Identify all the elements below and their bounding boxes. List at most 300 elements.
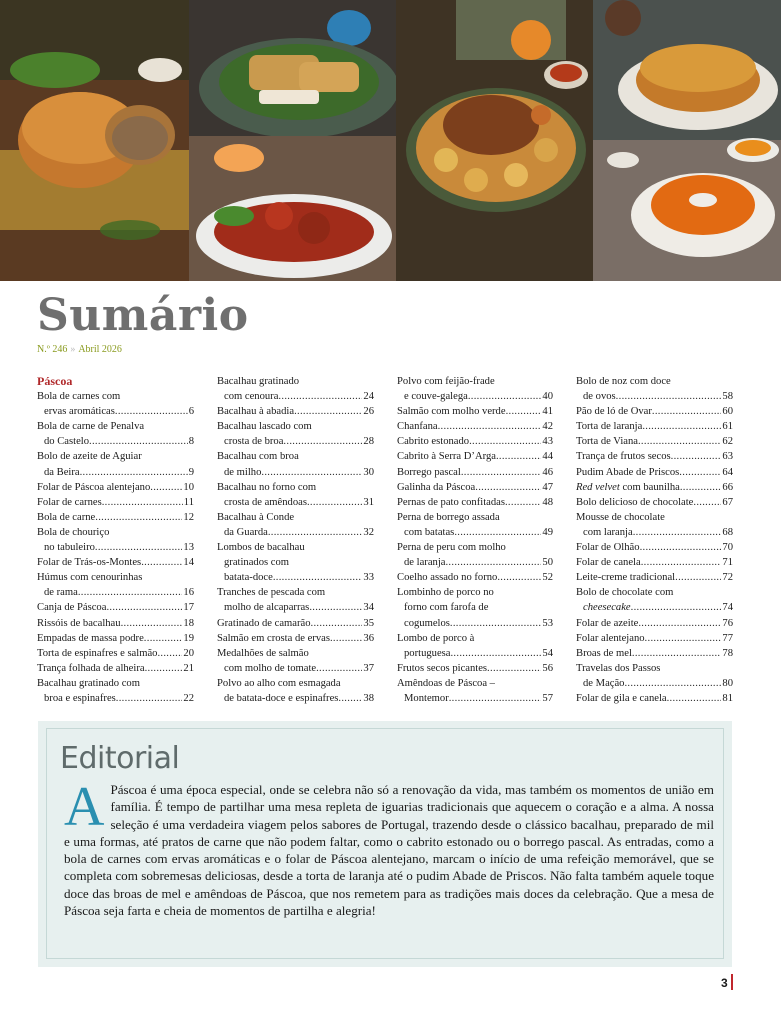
toc-entry-line	[217, 434, 374, 449]
toc-entry-title: de ovos	[583, 391, 616, 403]
photo-walnut-cake-flan	[593, 0, 781, 281]
toc-entry-title: Amêndoas de Páscoa –	[397, 677, 495, 689]
toc-entry-title: Bolo de azeite de Aguiar	[37, 451, 142, 463]
toc-entry[interactable]	[217, 449, 374, 479]
toc-dot-leader	[121, 616, 183, 631]
toc-entry-title: Borrego pascal	[397, 466, 461, 478]
toc-entry[interactable]	[397, 434, 553, 449]
toc-entry-title: Bola de carne	[37, 511, 96, 523]
toc-entry-title: Polvo ao alho com esmagada	[217, 677, 341, 689]
toc-dot-leader	[652, 404, 722, 419]
toc-dot-leader	[468, 389, 542, 404]
toc-dot-leader	[505, 495, 541, 510]
toc-page-number: 66	[722, 481, 733, 493]
toc-entry[interactable]	[397, 631, 553, 661]
toc-page-number: 30	[363, 466, 374, 478]
toc-entry-title: Torta de Viana	[576, 436, 638, 448]
toc-entry-title: Lombos de bacalhau	[217, 542, 305, 554]
toc-entry-line	[576, 631, 733, 646]
toc-entry-line	[576, 449, 733, 464]
toc-entry-title: cogumelos	[404, 617, 450, 629]
toc-entry-title: de Mação	[583, 677, 625, 689]
toc-entry-title: Bola de carne de Penalva	[37, 421, 145, 433]
toc-entry-line	[397, 495, 553, 510]
toc-entry[interactable]	[576, 449, 733, 464]
toc-entry-line	[217, 480, 374, 495]
toc-entry-line	[397, 374, 553, 389]
toc-page-number: 10	[183, 481, 194, 493]
toc-page-number: 24	[363, 391, 374, 403]
toc-entry-title: da Guarda	[224, 526, 268, 538]
toc-entry-line	[37, 585, 194, 600]
toc-entry-line	[576, 495, 733, 510]
toc-dot-leader	[632, 646, 722, 661]
toc-entry-title: Pudim Abade de Priscos	[576, 466, 680, 478]
toc-column-1	[37, 374, 194, 706]
toc-page-number: 43	[542, 436, 553, 448]
issue-info	[37, 344, 122, 355]
toc-entry[interactable]	[217, 404, 374, 419]
toc-entry[interactable]	[397, 465, 553, 480]
toc-entry-line	[217, 585, 374, 600]
toc-entry[interactable]	[217, 510, 374, 540]
toc-entry-line	[397, 525, 553, 540]
toc-entry-title: Bacalhau gratinado	[217, 376, 300, 387]
toc-page-number: 62	[722, 436, 733, 448]
toc-page-number: 38	[363, 692, 374, 704]
toc-entry-line	[576, 676, 733, 691]
editorial-body	[64, 776, 714, 919]
toc-dot-leader	[638, 616, 721, 631]
toc-entry-line	[217, 631, 374, 646]
toc-dot-leader	[261, 465, 362, 480]
toc-entry[interactable]	[576, 374, 733, 404]
page-number-bar	[731, 974, 733, 990]
toc-entry-line	[397, 570, 553, 585]
toc-entry-title: Tranches de pescada com	[217, 587, 326, 599]
toc-page-number: 37	[363, 662, 374, 674]
toc-dot-leader	[115, 404, 188, 419]
toc-entry-title: Bacalhau lascado com	[217, 421, 312, 433]
toc-entry-title: Bolo delicioso de chocolate	[576, 496, 694, 508]
toc-entry-title: Mousse de chocolate	[576, 511, 665, 523]
toc-entry[interactable]	[37, 480, 194, 495]
toc-entry-line	[217, 540, 374, 555]
toc-entry-title: Bacalhau no forno com	[217, 481, 317, 493]
toc-entry-title: Bacalhau com broa	[217, 451, 299, 463]
page-title: Sumário	[37, 290, 249, 341]
toc-page-number: 47	[542, 481, 553, 493]
toc-entry-line	[397, 449, 553, 464]
toc-entry[interactable]	[397, 404, 553, 419]
toc-page-number: 22	[183, 692, 194, 704]
toc-entry-line	[397, 661, 553, 676]
toc-page-number: 14	[183, 557, 194, 569]
toc-dot-leader	[667, 691, 722, 706]
toc-entry[interactable]	[576, 585, 733, 615]
toc-entry-title: Canja de Páscoa	[37, 602, 107, 614]
editorial-title: Editorial	[60, 741, 180, 776]
toc-dot-leader	[283, 434, 362, 449]
toc-entry-line	[217, 495, 374, 510]
toc-entry[interactable]	[217, 585, 374, 615]
toc-entry-title: Coelho assado no forno	[397, 572, 498, 584]
toc-dot-leader	[616, 389, 722, 404]
toc-page-number: 31	[363, 496, 374, 508]
toc-entry[interactable]	[397, 374, 553, 404]
toc-entry-title: Leite-creme tradicional	[576, 572, 676, 584]
toc-page-number: 46	[542, 466, 553, 478]
toc-entry[interactable]	[37, 570, 194, 600]
toc-entry-title: Húmus com cenourinhas	[37, 572, 143, 584]
toc-page-number: 58	[722, 391, 733, 403]
toc-dot-leader	[294, 404, 362, 419]
toc-page-number: 13	[183, 542, 194, 554]
toc-dot-leader	[671, 449, 722, 464]
toc-entry-title: Folar alentejano	[576, 632, 645, 644]
toc-entry[interactable]	[397, 449, 553, 464]
toc-entry-title: gratinados com	[224, 557, 290, 569]
toc-entry-line	[397, 404, 553, 419]
toc-entry[interactable]	[37, 646, 194, 661]
toc-entry[interactable]	[576, 691, 733, 706]
toc-entry[interactable]	[576, 465, 733, 480]
toc-page-number: 26	[363, 406, 374, 418]
toc-entry-line	[37, 676, 194, 691]
toc-entry-title: Salmão com molho verde	[397, 406, 506, 418]
toc-entry[interactable]	[37, 600, 194, 615]
toc-dot-leader	[145, 661, 183, 676]
toc-entry-line	[397, 691, 553, 706]
toc-entry-title: Perna de borrego assada	[397, 511, 500, 523]
toc-entry[interactable]	[397, 495, 553, 510]
toc-entry-line	[37, 404, 194, 419]
toc-entry[interactable]	[217, 419, 374, 449]
toc-page-number: 50	[542, 557, 553, 569]
toc-entry[interactable]	[397, 419, 553, 434]
toc-page-number: 19	[183, 632, 194, 644]
toc-page-number: 42	[542, 421, 553, 433]
toc-page-number: 67	[722, 496, 733, 508]
toc-entry[interactable]	[37, 510, 194, 525]
toc-entry[interactable]	[217, 374, 374, 404]
toc-entry-line	[37, 661, 194, 676]
toc-entry[interactable]	[37, 661, 194, 676]
toc-entry-title: Cabrito estonado	[397, 436, 470, 448]
toc-entry-title: Perna de peru com molho	[397, 542, 506, 554]
toc-entry[interactable]	[397, 570, 553, 585]
toc-dot-leader	[675, 570, 721, 585]
toc-page-number: 56	[542, 662, 553, 674]
toc-entry-line	[37, 691, 194, 706]
toc-dot-leader	[106, 600, 182, 615]
toc-entry-line	[37, 434, 194, 449]
toc-entry-line	[217, 419, 374, 434]
toc-page-number: 12	[183, 511, 194, 523]
toc-dot-leader	[338, 691, 362, 706]
toc-dot-leader	[95, 510, 182, 525]
toc-entry-line	[397, 646, 553, 661]
toc-entry-line	[37, 480, 194, 495]
toc-entry-title: Cabrito à Serra D’Arga	[397, 451, 496, 463]
toc-entry-title: Bacalhau à abadia	[217, 406, 295, 418]
toc-entry[interactable]	[576, 419, 733, 434]
toc-entry-line	[217, 570, 374, 585]
toc-entry-line	[217, 555, 374, 570]
toc-dot-leader	[449, 691, 542, 706]
toc-entry-title: Folar de carnes	[37, 496, 102, 508]
toc-entry-line	[37, 510, 194, 525]
toc-entry-title: de rama	[44, 587, 78, 599]
toc-entry-line	[576, 540, 733, 555]
toc-entry-line	[576, 434, 733, 449]
toc-page-number: 11	[183, 496, 194, 508]
toc-entry[interactable]	[217, 616, 374, 631]
toc-entry[interactable]	[576, 555, 733, 570]
toc-entry-title: crosta de broa	[224, 436, 284, 448]
toc-entry-line	[217, 374, 374, 389]
toc-entry-title: ervas aromáticas	[44, 406, 115, 418]
toc-entry-title: Pão de ló de Ovar	[576, 406, 652, 418]
issue-number: N.º 246	[37, 344, 68, 355]
toc-entry[interactable]	[576, 540, 733, 555]
toc-entry[interactable]	[576, 404, 733, 419]
toc-entry-title: de laranja	[404, 557, 446, 569]
toc-entry-line	[217, 691, 374, 706]
toc-entry-title: Folar de azeite	[576, 617, 639, 629]
toc-dot-leader	[150, 480, 182, 495]
toc-dot-leader	[157, 646, 182, 661]
toc-page-number: 68	[722, 526, 733, 538]
toc-entry[interactable]	[217, 540, 374, 585]
toc-dot-leader	[679, 465, 721, 480]
toc-entry-line	[576, 480, 733, 495]
toc-entry-title: Bacalhau à Conde	[217, 511, 295, 523]
toc-dot-leader	[469, 434, 541, 449]
toc-page-number: 17	[183, 602, 194, 614]
toc-entry-title: com cenoura	[224, 391, 279, 403]
toc-page-number: 52	[542, 572, 553, 584]
toc-entry[interactable]	[397, 510, 553, 540]
toc-entry-title: Red velvet com baunilha	[576, 481, 680, 493]
toc-entry[interactable]	[576, 646, 733, 661]
toc-entry[interactable]	[576, 510, 733, 540]
toc-entry[interactable]	[576, 661, 733, 691]
toc-entry[interactable]	[217, 480, 374, 510]
toc-entry-title: Folar de Trás-os-Montes	[37, 557, 142, 569]
toc-page-number: 8	[188, 436, 194, 448]
toc-entry[interactable]	[397, 661, 553, 676]
toc-entry-title: Trança de frutos secos	[576, 451, 671, 463]
toc-page-number: 34	[363, 602, 374, 614]
toc-entry[interactable]	[37, 631, 194, 646]
toc-dot-leader	[475, 480, 541, 495]
toc-dot-leader	[438, 419, 542, 434]
toc-dot-leader	[642, 419, 721, 434]
photo-octopus	[189, 136, 396, 281]
toc-entry-title: de milho	[224, 466, 262, 478]
toc-page-number: 48	[542, 496, 553, 508]
toc-page-number: 18	[183, 617, 194, 629]
toc-entry[interactable]	[37, 525, 194, 555]
photo-strip	[0, 0, 781, 281]
toc-page-number: 16	[183, 587, 194, 599]
toc-entry-line	[576, 616, 733, 631]
toc-entry-line	[37, 419, 194, 434]
toc-page-number: 28	[363, 436, 374, 448]
toc-dot-leader	[102, 495, 183, 510]
toc-page-number: 74	[722, 602, 733, 614]
toc-entry-title: Chanfana	[397, 421, 438, 433]
issue-date: Abril 2026	[78, 344, 122, 355]
toc-entry-line	[397, 480, 553, 495]
toc-entry-line	[576, 570, 733, 585]
toc-entry[interactable]	[37, 389, 194, 419]
toc-dot-leader	[311, 616, 363, 631]
toc-column-3	[397, 374, 553, 706]
toc-entry-title: Polvo com feijão-frade	[397, 376, 495, 387]
toc-dot-leader	[680, 480, 722, 495]
photo-roast-lamb	[396, 0, 593, 281]
toc-entry-line	[576, 555, 733, 570]
toc-entry[interactable]	[576, 434, 733, 449]
toc-dot-leader	[693, 495, 721, 510]
toc-entry-title: molho de alcaparras	[224, 602, 310, 614]
toc-entry-line	[37, 646, 194, 661]
toc-entry-title: Frutos secos picantes	[397, 662, 488, 674]
toc-entry-line	[217, 616, 374, 631]
toc-entry-title: Trança folhada de alheira	[37, 662, 145, 674]
toc-entry[interactable]	[397, 676, 553, 706]
toc-entry-line	[397, 616, 553, 631]
toc-entry[interactable]	[37, 616, 194, 631]
toc-entry-title: crosta de amêndoas	[224, 496, 307, 508]
toc-entry-line	[37, 389, 194, 404]
toc-entry-title: da Beira	[44, 466, 80, 478]
toc-entry-line	[37, 616, 194, 631]
toc-page-number: 36	[363, 632, 374, 644]
toc-entry-title: forno com farofa de	[404, 602, 489, 614]
toc-entry-line	[397, 389, 553, 404]
toc-entry-line	[397, 540, 553, 555]
toc-dot-leader	[497, 570, 541, 585]
toc-entry[interactable]	[576, 480, 733, 495]
toc-entry-line	[576, 389, 733, 404]
toc-entry[interactable]	[576, 570, 733, 585]
toc-entry[interactable]	[576, 495, 733, 510]
toc-dot-leader	[450, 616, 542, 631]
toc-entry[interactable]	[37, 419, 194, 449]
toc-entry-line	[217, 661, 374, 676]
toc-dot-leader	[487, 661, 541, 676]
toc-entry[interactable]	[217, 646, 374, 676]
toc-entry-line	[576, 691, 733, 706]
toc-entry-line	[37, 449, 194, 464]
toc-entry[interactable]	[37, 449, 194, 479]
toc-entry[interactable]	[576, 616, 733, 631]
issue-separator: »	[70, 344, 76, 355]
toc-entry-title: de batata-doce e espinafres	[224, 692, 339, 704]
toc-dot-leader	[95, 540, 183, 555]
toc-entry-line	[397, 555, 553, 570]
toc-entry-line	[37, 465, 194, 480]
toc-dot-leader	[268, 525, 363, 540]
toc-dot-leader	[445, 555, 541, 570]
toc-entry-line	[37, 495, 194, 510]
photo-easter-bread	[0, 0, 189, 281]
toc-entry-line	[217, 676, 374, 691]
toc-dot-leader	[89, 434, 188, 449]
toc-dot-leader	[461, 465, 542, 480]
toc-entry-line	[217, 449, 374, 464]
toc-entry-line	[217, 600, 374, 615]
toc-entry-line	[397, 419, 553, 434]
toc-entry-title: batata-doce	[224, 572, 273, 584]
toc-dot-leader	[624, 676, 721, 691]
toc-entry-title: Bolo de chocolate com	[576, 587, 674, 599]
toc-entry-title: e couve-galega	[404, 391, 468, 403]
toc-entry-title: Empadas de massa podre	[37, 632, 144, 644]
toc-dot-leader	[506, 404, 542, 419]
toc-entry[interactable]	[37, 676, 194, 706]
toc-entry-line	[217, 525, 374, 540]
toc-entry[interactable]	[397, 585, 553, 630]
toc-entry-title: Folar de Olhão	[576, 542, 640, 554]
toc-entry[interactable]	[397, 480, 553, 495]
toc-entry-title: portuguesa	[404, 647, 451, 659]
toc-page-number: 77	[722, 632, 733, 644]
toc-dot-leader	[645, 631, 722, 646]
toc-dot-leader	[309, 600, 362, 615]
toc-entry-title: Lombo de porco à	[397, 632, 475, 644]
toc-page-number: 80	[722, 677, 733, 689]
toc-entry-line	[397, 676, 553, 691]
toc-entry[interactable]	[37, 555, 194, 570]
toc-entry-title: Travelas dos Passos	[576, 662, 661, 674]
toc-dot-leader	[641, 555, 722, 570]
toc-entry-title: cheesecake	[583, 602, 631, 614]
toc-entry[interactable]	[217, 676, 374, 706]
toc-entry-title: Gratinado de camarão	[217, 617, 311, 629]
toc-entry-line	[576, 585, 733, 600]
toc-entry-title: Folar de canela	[576, 557, 641, 569]
toc-page-number: 20	[183, 647, 194, 659]
toc-entry-line	[576, 404, 733, 419]
editorial-text: Páscoa é uma época especial, onde se celebra não só a renovação da vida, mas também os momentos de união em família. É tempo de partilhar uma mesa repleta de iguarias tradicionais que aquecem o coração e a alma. A nossa seleção é uma verdadeira viagem pelos sabores de Portugal, trazendo desde o clássico bacalhau, preparado de mil e uma formas, até pratos de carne que não podem faltar, como o cabrito estonado ou o borrego pascal. As entradas, como a bola de carnes com ervas aromáticas e o folar de Páscoa alentejano, marcam o início de uma refeição memorável, que se completa com sobremesas deliciosas, desde a torta de laranja até o pudim Abade de Priscos. Não falta também aquele toque doce das broas de mel e amêndoas de Páscoa, que nos remetem para as tradições mais doces da celebração. Que a mesa de Páscoa seja farta e cheia de momentos de partilha e alegria!	[64, 782, 714, 919]
toc-entry[interactable]	[37, 495, 194, 510]
toc-entry-title: Rissóis de bacalhau	[37, 617, 121, 629]
toc-dot-leader	[307, 495, 362, 510]
toc-entry-title: Medalhões de salmão	[217, 647, 309, 659]
toc-entry-line	[397, 631, 553, 646]
toc-entry[interactable]	[576, 631, 733, 646]
toc-entry-line	[217, 404, 374, 419]
toc-entry-title: Salmão em crosta de ervas	[217, 632, 330, 644]
toc-entry-line	[217, 465, 374, 480]
toc-entry[interactable]	[397, 540, 553, 570]
toc-dot-leader	[631, 600, 722, 615]
toc-entry[interactable]	[217, 631, 374, 646]
editorial-dropcap: A	[64, 776, 105, 838]
toc-entry-line	[397, 434, 553, 449]
toc-page-number: 9	[188, 466, 194, 478]
toc-dot-leader	[78, 585, 183, 600]
toc-column-4	[576, 374, 733, 706]
page-number: 3	[721, 976, 728, 990]
toc-entry-title: Bola de carnes com	[37, 391, 121, 403]
toc-dot-leader	[450, 646, 541, 661]
editorial-box	[38, 721, 732, 967]
